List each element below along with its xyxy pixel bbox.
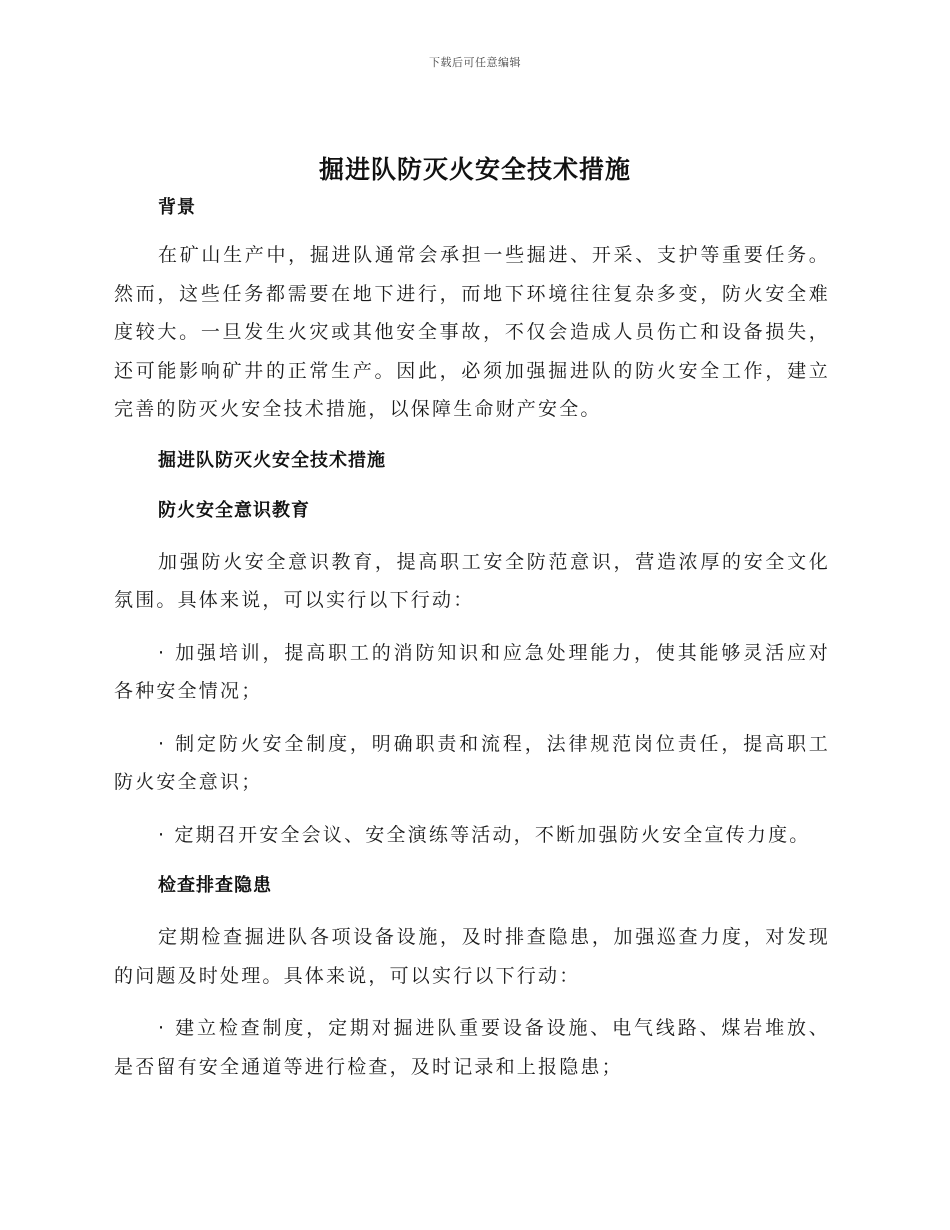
awareness-bullet-3: · 定期召开安全会议、安全演练等活动，不断加强防火安全宣传力度。 [158,823,811,846]
section-heading-inspection: 检查排查隐患 [158,875,272,896]
awareness-paragraph: 加强防火安全意识教育，提高职工安全防范意识，营造浓厚的安全文化氛围。具体来说，可以实行以下行动： [114,550,830,611]
header-note: 下载后可任意编辑 [429,56,521,69]
inspection-paragraph: 定期检查掘进队各项设备设施，及时排查隐患，加强巡查力度，对发现的问题及时处理。具体来说，可以实行以下行动： [114,926,830,987]
section-heading-background: 背景 [158,197,196,218]
document-body [114,190,830,1086]
section-heading-awareness: 防火安全意识教育 [158,499,310,521]
section-heading-measures: 掘进队防灭火安全技术措施 [158,449,386,471]
awareness-bullet-2: · 制定防火安全制度，明确职责和流程，法律规范岗位责任，提高职工防火安全意识； [114,732,830,793]
background-paragraph: 在矿山生产中，掘进队通常会承担一些掘进、开采、支护等重要任务。然而，这些任务都需要在地下进行，而地下环境往往复杂多变，防火安全难度较大。一旦发生火灾或其他安全事故，不仅会造成人员伤亡和设备损失，还可能影响矿井的正常生产。因此，必须加强掘进队的防火安全工作，建立完善的防灭火安全技术措施，以保障生命财产安全。 [114,244,830,420]
awareness-bullet-1: · 加强培训，提高职工的消防知识和应急处理能力，使其能够灵活应对各种安全情况； [114,641,830,702]
inspection-bullet-1: · 建立检查制度，定期对掘进队重要设备设施、电气线路、煤岩堆放、是否留有安全通道等进行检查，及时记录和上报隐患； [114,1017,830,1078]
document-title: 掘进队防灭火安全技术措施 [318,155,631,184]
